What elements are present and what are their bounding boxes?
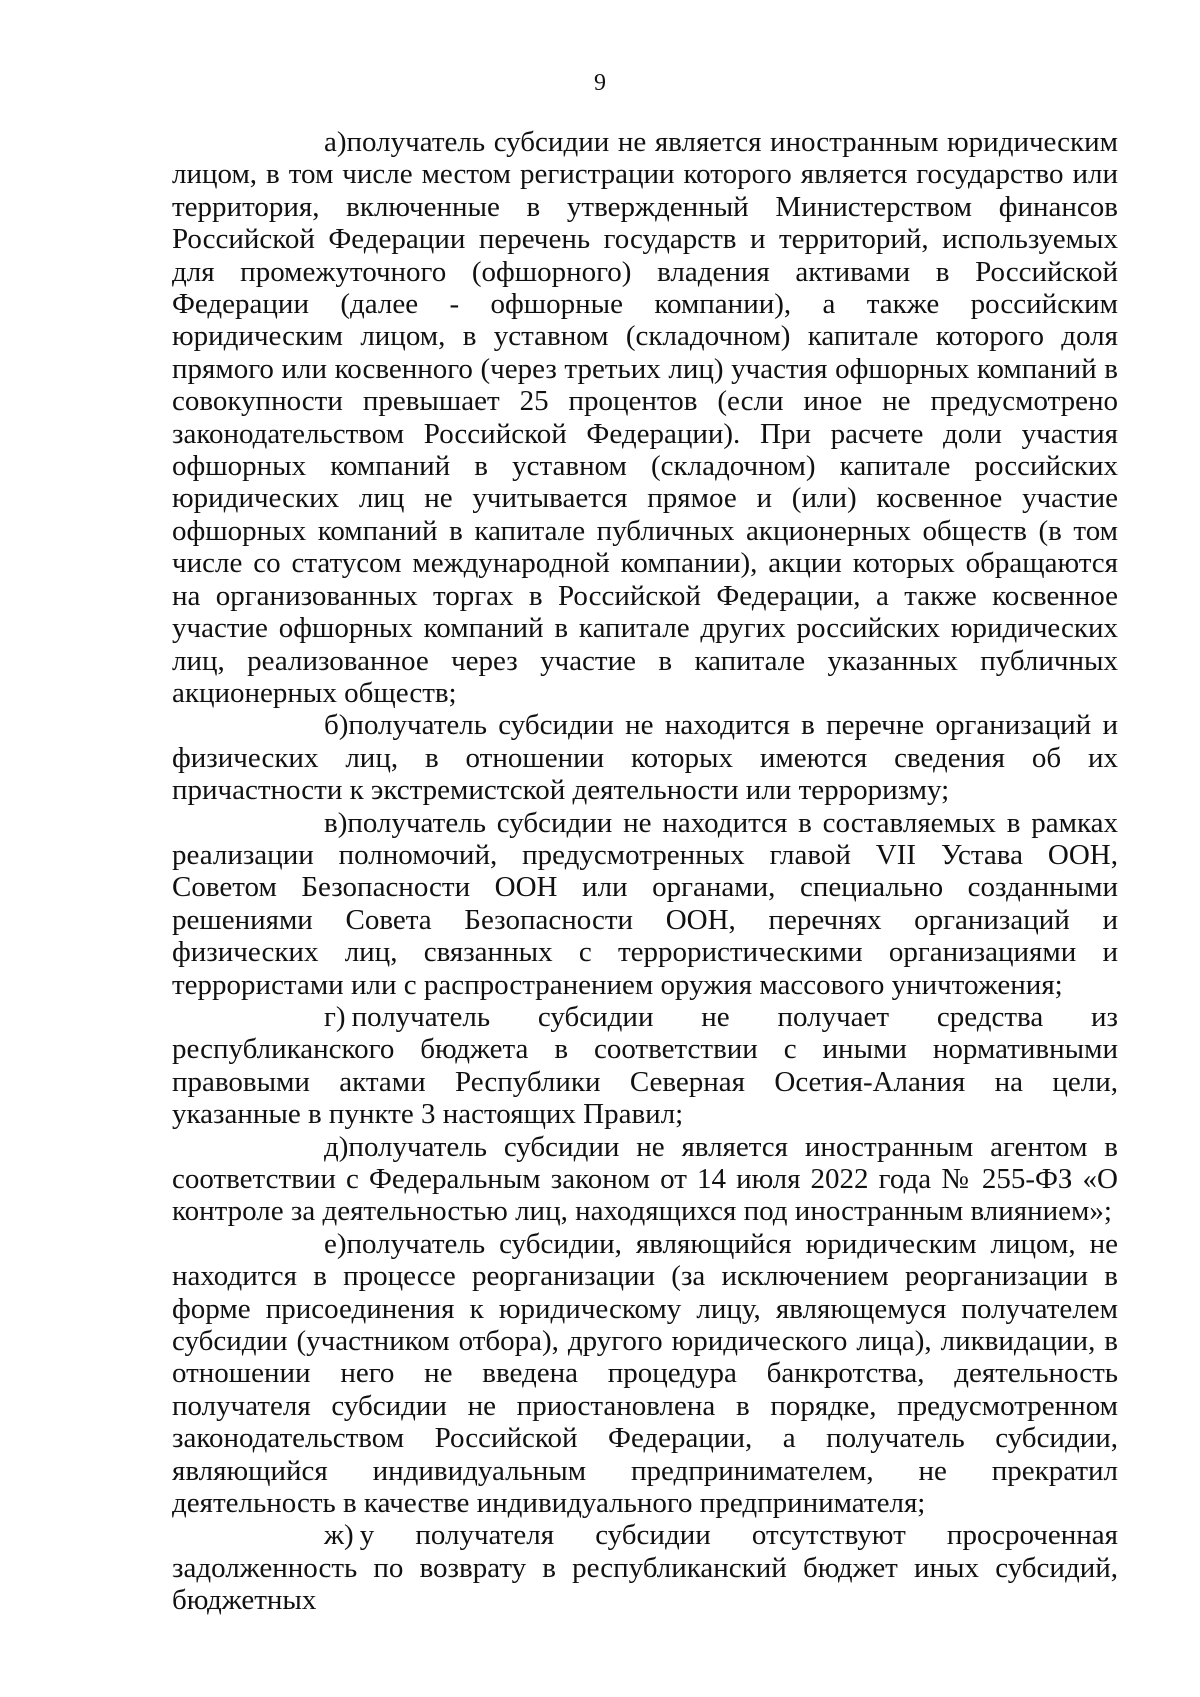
paragraph-text: получатель субсидии не находится в составляемых в рамках реализации полномочий, предусмотренных главой VII Устава ООН, Советом Безопасности ООН или органами, специально созданными решениями Совета Безопасности ООН, перечнях организаций и физических лиц, связанных с террористическими организациями и террористами или с распространением оружия массового уничтожения; — [172, 806, 1118, 1001]
paragraph-g — [172, 1001, 1118, 1131]
paragraph-marker: е) — [324, 1227, 347, 1260]
paragraph-a — [172, 126, 1118, 709]
document-body — [172, 126, 1118, 1617]
paragraph-b — [172, 709, 1118, 806]
paragraph-marker: д) — [324, 1130, 349, 1163]
paragraph-text: получатель субсидии, являющийся юридическим лицом, не находится в процессе реорганизации (за исключением реорганизации в форме присоединения к юридическому лицу, являющемуся получателем субсидии (участником отбора), другого юридического лица), ликвидации, в отношении него не введена процедура банкротства, деятельность получателя субсидии не приостановлена в порядке, предусмотренном законодательством Российской Федерации, а получатель субсидии, являющийся индивидуальным предпринимателем, не прекратил деятельность в качестве индивидуального предпринимателя; — [172, 1227, 1118, 1520]
paragraph-zh — [172, 1519, 1118, 1616]
paragraph-text: получатель субсидии не находится в перечне организаций и физических лиц, в отношении которых имеются сведения об их причастности к экстремистской деятельности или терроризму; — [172, 709, 1118, 807]
paragraph-v — [172, 807, 1118, 1001]
paragraph-marker: ж) — [324, 1519, 354, 1552]
paragraph-text: получатель субсидии не получает средства из республиканского бюджета в соответствии с иными нормативными правовыми актами Республики Северная Осетия-Алания на цели, указанные в пункте 3 настоящих Правил; — [172, 1000, 1118, 1131]
paragraph-marker: в) — [324, 806, 348, 839]
paragraph-marker: г) — [324, 1000, 346, 1033]
paragraph-text: получатель субсидии не является иностранным юридическим лицом, в том числе местом регистрации которого является государство или территория, включенные в утвержденный Министерством финансов Российской Федерации перечень государств и территорий, используемых для промежуточного (офшорного) владения активами в Российской Федерации (далее - офшорные компании), а также российским юридическим лицом, в уставном (складочном) капитале которого доля прямого или косвенного (через третьих лиц) участия офшорных компаний в совокупности превышает 25 процентов (если иное не предусмотрено законодательством Российской Федерации). При расчете доли участия офшорных компаний в уставном (складочном) капитале российских юридических лиц не учитывается прямое и (или) косвенное участие офшорных компаний в капитале публичных акционерных обществ (в том числе со статусом международной компании), акции которых обращаются на организованных торгах в Российской Федерации, а также косвенное участие офшорных компаний в капитале других российских юридических лиц, реализованное через участие в капитале указанных публичных акционерных обществ; — [172, 126, 1118, 709]
paragraph-d — [172, 1131, 1118, 1228]
paragraph-text: у получателя субсидии отсутствуют просроченная задолженность по возврату в республиканский бюджет иных субсидий, бюджетных — [172, 1519, 1118, 1617]
paragraph-text: получатель субсидии не является иностранным агентом в соответствии с Федеральным законом от 14 июля 2022 года № 255-ФЗ «О контроле за деятельностью лиц, находящихся под иностранным влиянием»; — [172, 1130, 1118, 1228]
paragraph-marker: б) — [324, 709, 349, 742]
page-number: 9 — [594, 70, 606, 96]
paragraph-e — [172, 1228, 1118, 1520]
paragraph-marker: а) — [324, 126, 347, 158]
